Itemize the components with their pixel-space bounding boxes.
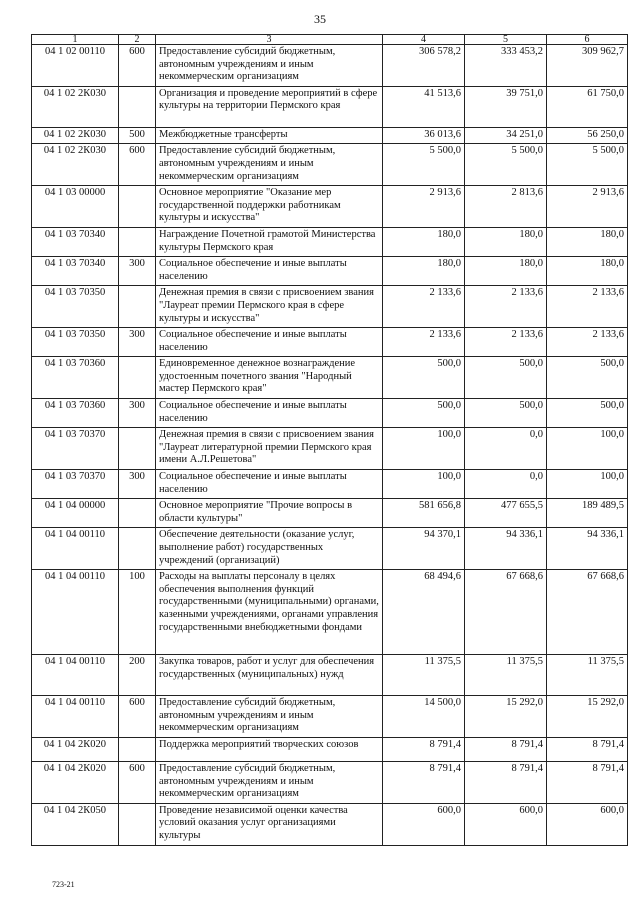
budget-code: 04 1 03 70370 xyxy=(32,428,119,470)
item-name: Организация и проведение мероприятий в сфере культуры на территории Пермского края xyxy=(156,86,383,127)
budget-code: 04 1 04 00110 xyxy=(32,655,119,696)
item-name: Поддержка мероприятий творческих союзов xyxy=(156,737,383,761)
amount-col5: 180,0 xyxy=(465,227,547,256)
amount-col6: 61 750,0 xyxy=(547,86,628,127)
table-row xyxy=(32,144,628,186)
amount-col6: 100,0 xyxy=(547,428,628,470)
amount-col6: 2 913,6 xyxy=(547,186,628,228)
budget-code: 04 1 03 70350 xyxy=(32,328,119,357)
expense-type: 100 xyxy=(119,570,156,655)
budget-code: 04 1 04 2К020 xyxy=(32,737,119,761)
amount-col4: 100,0 xyxy=(383,428,465,470)
table-row xyxy=(32,428,628,470)
item-name: Основное мероприятие "Оказание мер государственной поддержки работникам культуры и искусства" xyxy=(156,186,383,228)
amount-col4: 2 913,6 xyxy=(383,186,465,228)
item-name: Денежная премия в связи с присвоением звания "Лауреат литературной премии Пермского края имени А.Л.Решетова" xyxy=(156,428,383,470)
amount-col5: 333 453,2 xyxy=(465,45,547,87)
item-name: Социальное обеспечение и иные выплаты населению xyxy=(156,399,383,428)
amount-col4: 11 375,5 xyxy=(383,655,465,696)
amount-col6: 2 133,6 xyxy=(547,286,628,328)
table-row xyxy=(32,696,628,738)
expense-type: 300 xyxy=(119,470,156,499)
table-row xyxy=(32,45,628,87)
budget-code: 04 1 02 00110 xyxy=(32,45,119,87)
budget-code: 04 1 03 00000 xyxy=(32,186,119,228)
amount-col4: 600,0 xyxy=(383,803,465,845)
amount-col4: 500,0 xyxy=(383,399,465,428)
budget-code: 04 1 02 2К030 xyxy=(32,86,119,127)
amount-col5: 94 336,1 xyxy=(465,528,547,570)
amount-col5: 39 751,0 xyxy=(465,86,547,127)
amount-col5: 2 133,6 xyxy=(465,286,547,328)
amount-col6: 309 962,7 xyxy=(547,45,628,87)
budget-code: 04 1 03 70350 xyxy=(32,286,119,328)
amount-col4: 100,0 xyxy=(383,470,465,499)
amount-col5: 34 251,0 xyxy=(465,127,547,144)
item-name: Социальное обеспечение и иные выплаты населению xyxy=(156,257,383,286)
item-name: Социальное обеспечение и иные выплаты населению xyxy=(156,328,383,357)
amount-col5: 67 668,6 xyxy=(465,570,547,655)
amount-col4: 500,0 xyxy=(383,357,465,399)
amount-col6: 180,0 xyxy=(547,257,628,286)
amount-col4: 41 513,6 xyxy=(383,86,465,127)
amount-col5: 8 791,4 xyxy=(465,761,547,803)
expense-type: 600 xyxy=(119,144,156,186)
expense-type xyxy=(119,227,156,256)
amount-col4: 2 133,6 xyxy=(383,328,465,357)
amount-col4: 36 013,6 xyxy=(383,127,465,144)
expense-type xyxy=(119,803,156,845)
expense-type xyxy=(119,428,156,470)
expense-type xyxy=(119,86,156,127)
amount-col6: 56 250,0 xyxy=(547,127,628,144)
budget-code: 04 1 03 70340 xyxy=(32,257,119,286)
item-name: Предоставление субсидий бюджетным, автономным учреждениям и иным некоммерческим организациям xyxy=(156,144,383,186)
amount-col5: 11 375,5 xyxy=(465,655,547,696)
table-row xyxy=(32,227,628,256)
amount-col4: 180,0 xyxy=(383,257,465,286)
budget-code: 04 1 03 70340 xyxy=(32,227,119,256)
amount-col5: 8 791,4 xyxy=(465,737,547,761)
amount-col4: 94 370,1 xyxy=(383,528,465,570)
expense-type xyxy=(119,737,156,761)
column-number: 4 xyxy=(383,35,465,45)
amount-col6: 100,0 xyxy=(547,470,628,499)
expense-type: 300 xyxy=(119,328,156,357)
table-row xyxy=(32,127,628,144)
item-name: Денежная премия в связи с присвоением звания "Лауреат премии Пермского края в сфере культуры и искусства" xyxy=(156,286,383,328)
amount-col5: 5 500,0 xyxy=(465,144,547,186)
item-name: Единовременное денежное вознаграждение удостоенным почетного звания "Народный мастер Пермского края" xyxy=(156,357,383,399)
table-row xyxy=(32,737,628,761)
column-number: 1 xyxy=(32,35,119,45)
item-name: Проведение независимой оценки качества условий оказания услуг организациями культуры xyxy=(156,803,383,845)
expense-type: 300 xyxy=(119,257,156,286)
budget-code: 04 1 02 2К030 xyxy=(32,127,119,144)
column-number: 3 xyxy=(156,35,383,45)
amount-col6: 2 133,6 xyxy=(547,328,628,357)
item-name: Награждение Почетной грамотой Министерства культуры Пермского края xyxy=(156,227,383,256)
column-number-row xyxy=(32,35,628,45)
expense-type: 300 xyxy=(119,399,156,428)
expense-type: 500 xyxy=(119,127,156,144)
table-row xyxy=(32,499,628,528)
expense-type xyxy=(119,286,156,328)
expense-type xyxy=(119,499,156,528)
amount-col6: 180,0 xyxy=(547,227,628,256)
expense-type: 200 xyxy=(119,655,156,696)
amount-col6: 5 500,0 xyxy=(547,144,628,186)
budget-code: 04 1 04 00000 xyxy=(32,499,119,528)
amount-col4: 5 500,0 xyxy=(383,144,465,186)
footer-code: 723-21 xyxy=(52,880,75,889)
expense-type xyxy=(119,186,156,228)
amount-col4: 8 791,4 xyxy=(383,761,465,803)
table-row xyxy=(32,655,628,696)
item-name: Расходы на выплаты персоналу в целях обеспечения выполнения функций государственными (муниципальными) органами, казенными учреждениями, органами управления государственными внебюджетными фондами xyxy=(156,570,383,655)
item-name: Предоставление субсидий бюджетным, автономным учреждениям и иным некоммерческим организациям xyxy=(156,45,383,87)
amount-col6: 500,0 xyxy=(547,399,628,428)
table-row xyxy=(32,470,628,499)
amount-col6: 67 668,6 xyxy=(547,570,628,655)
table-row xyxy=(32,286,628,328)
budget-code: 04 1 04 00110 xyxy=(32,570,119,655)
item-name: Социальное обеспечение и иные выплаты населению xyxy=(156,470,383,499)
expense-type: 600 xyxy=(119,696,156,738)
table-row xyxy=(32,570,628,655)
table-row xyxy=(32,399,628,428)
column-number: 6 xyxy=(547,35,628,45)
amount-col6: 500,0 xyxy=(547,357,628,399)
amount-col5: 0,0 xyxy=(465,428,547,470)
budget-code: 04 1 04 00110 xyxy=(32,528,119,570)
amount-col4: 2 133,6 xyxy=(383,286,465,328)
amount-col6: 600,0 xyxy=(547,803,628,845)
amount-col6: 94 336,1 xyxy=(547,528,628,570)
budget-code: 04 1 04 2К050 xyxy=(32,803,119,845)
table-row xyxy=(32,803,628,845)
column-number: 5 xyxy=(465,35,547,45)
amount-col5: 477 655,5 xyxy=(465,499,547,528)
budget-code: 04 1 04 00110 xyxy=(32,696,119,738)
table-row xyxy=(32,257,628,286)
amount-col6: 8 791,4 xyxy=(547,761,628,803)
budget-code: 04 1 04 2К020 xyxy=(32,761,119,803)
amount-col5: 500,0 xyxy=(465,357,547,399)
amount-col6: 11 375,5 xyxy=(547,655,628,696)
expense-type: 600 xyxy=(119,761,156,803)
amount-col5: 2 133,6 xyxy=(465,328,547,357)
table-row xyxy=(32,761,628,803)
budget-code: 04 1 03 70370 xyxy=(32,470,119,499)
table-row xyxy=(32,186,628,228)
amount-col5: 0,0 xyxy=(465,470,547,499)
item-name: Предоставление субсидий бюджетным, автономным учреждениям и иным некоммерческим организациям xyxy=(156,761,383,803)
table-row xyxy=(32,357,628,399)
item-name: Обеспечение деятельности (оказание услуг, выполнение работ) государственных учреждений (организаций) xyxy=(156,528,383,570)
item-name: Закупка товаров, работ и услуг для обеспечения государственных (муниципальных) нужд xyxy=(156,655,383,696)
amount-col6: 8 791,4 xyxy=(547,737,628,761)
table-row xyxy=(32,528,628,570)
amount-col4: 68 494,6 xyxy=(383,570,465,655)
budget-code: 04 1 03 70360 xyxy=(32,357,119,399)
amount-col5: 600,0 xyxy=(465,803,547,845)
page-number: 35 xyxy=(314,12,326,26)
item-name: Основное мероприятие "Прочие вопросы в области культуры" xyxy=(156,499,383,528)
amount-col4: 306 578,2 xyxy=(383,45,465,87)
item-name: Предоставление субсидий бюджетным, автономным учреждениям и иным некоммерческим организациям xyxy=(156,696,383,738)
amount-col5: 15 292,0 xyxy=(465,696,547,738)
amount-col5: 500,0 xyxy=(465,399,547,428)
amount-col5: 2 813,6 xyxy=(465,186,547,228)
amount-col6: 189 489,5 xyxy=(547,499,628,528)
item-name: Межбюджетные трансферты xyxy=(156,127,383,144)
table-row xyxy=(32,328,628,357)
amount-col4: 180,0 xyxy=(383,227,465,256)
expense-type: 600 xyxy=(119,45,156,87)
amount-col4: 8 791,4 xyxy=(383,737,465,761)
expense-type xyxy=(119,528,156,570)
amount-col5: 180,0 xyxy=(465,257,547,286)
amount-col6: 15 292,0 xyxy=(547,696,628,738)
amount-col4: 581 656,8 xyxy=(383,499,465,528)
table-row xyxy=(32,86,628,127)
budget-code: 04 1 03 70360 xyxy=(32,399,119,428)
column-number: 2 xyxy=(119,35,156,45)
amount-col4: 14 500,0 xyxy=(383,696,465,738)
expense-type xyxy=(119,357,156,399)
budget-table xyxy=(31,34,628,846)
budget-code: 04 1 02 2К030 xyxy=(32,144,119,186)
